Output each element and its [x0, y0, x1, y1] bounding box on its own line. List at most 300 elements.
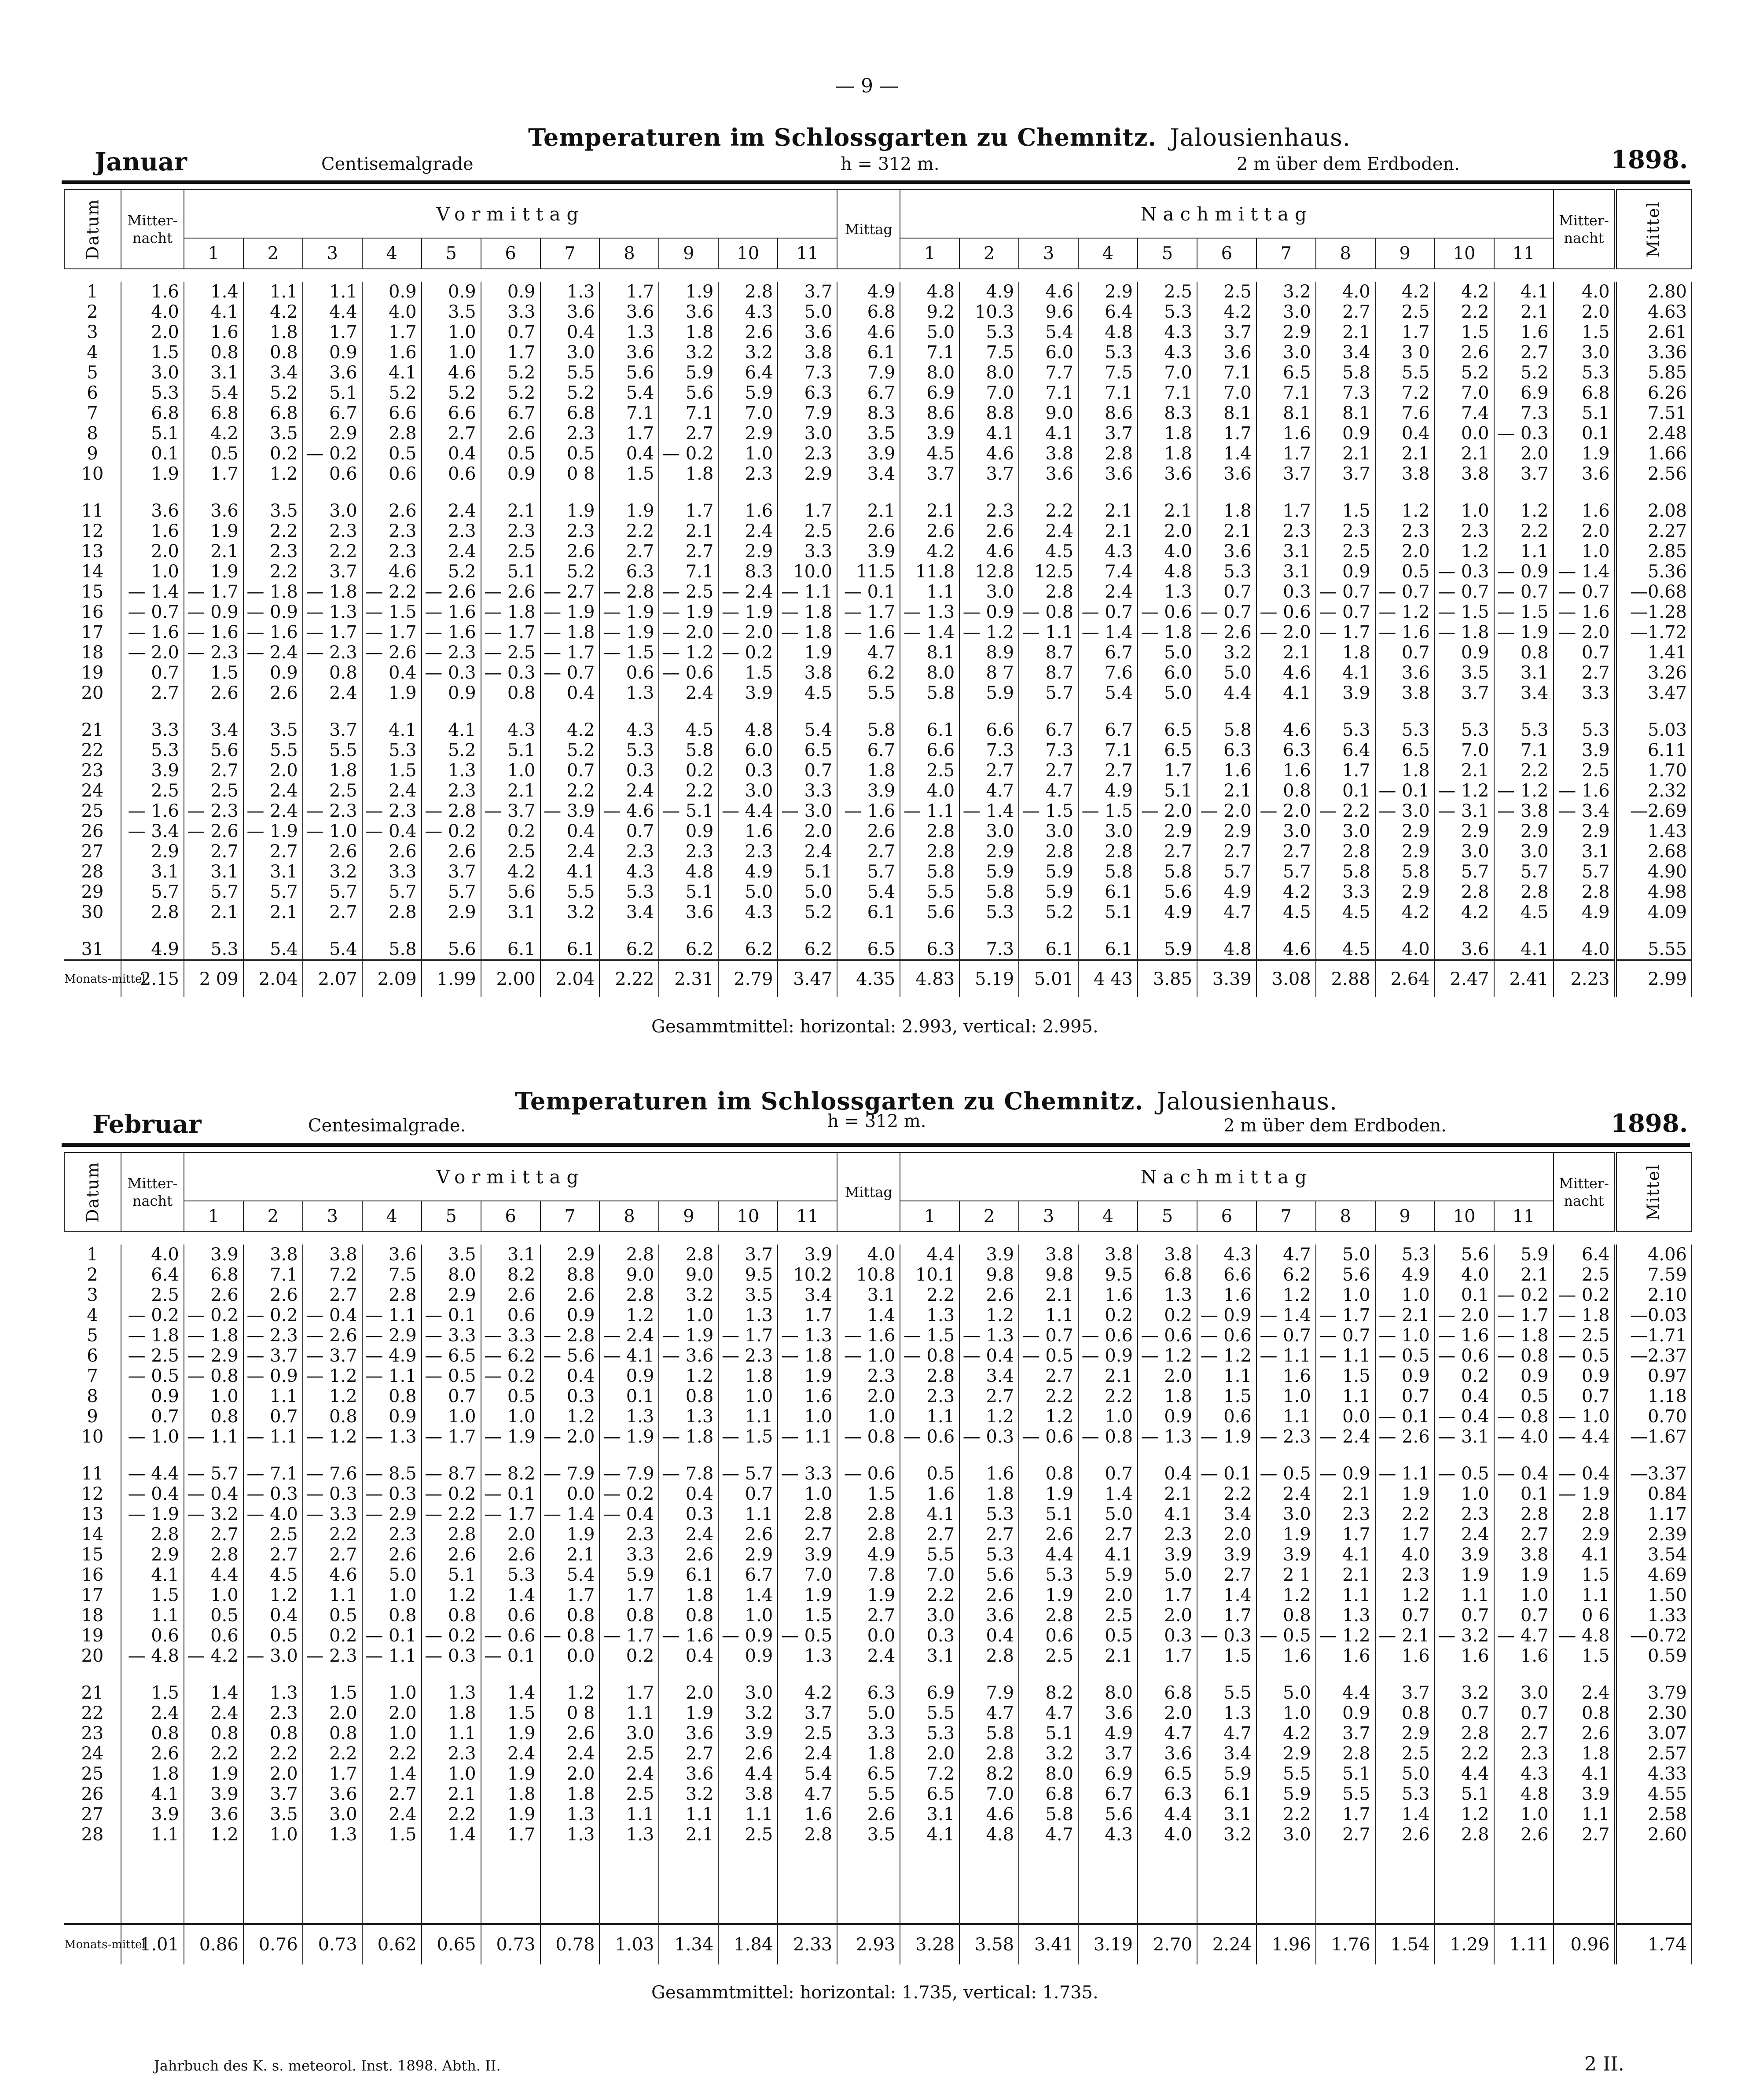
temperature-cell: 2.2: [303, 541, 362, 562]
temperature-cell: — 1.7: [718, 1325, 778, 1346]
temperature-cell: 5.4: [184, 383, 243, 403]
temperature-cell: — 1.6: [1554, 602, 1616, 622]
temperature-cell: 0.9: [1316, 423, 1375, 444]
temperature-cell: 1.0: [121, 562, 184, 582]
header-hour-pm: 4: [1078, 1201, 1138, 1232]
january-gesamtmittel: Gesammtmittel: horizontal: 2.993, vertical: 2.995.: [651, 1017, 1098, 1037]
temperature-cell: 1.3: [1197, 1703, 1256, 1723]
temperature-cell: 3.2: [1197, 642, 1256, 663]
temperature-cell: 1.2: [1494, 501, 1554, 521]
temperature-cell: — 0.7: [540, 663, 600, 683]
temperature-cell: 7.1: [1138, 383, 1197, 403]
temperature-cell: 3.0: [718, 1683, 778, 1703]
temperature-cell: 4.1: [422, 720, 481, 740]
temperature-cell: 2.7: [1078, 760, 1138, 781]
header-hour-pm: 6: [1197, 238, 1256, 269]
temperature-cell: 4.9: [1375, 1265, 1435, 1285]
temperature-cell: 2.7: [900, 1524, 959, 1545]
temperature-cell: 5.3: [959, 322, 1019, 342]
temperature-cell: 3.3: [481, 302, 540, 322]
temperature-cell: 3.6: [1554, 464, 1616, 484]
temperature-cell: 5.8: [1316, 862, 1375, 882]
temperature-cell: 4.3: [718, 902, 778, 922]
day-cell: 10: [64, 1427, 121, 1447]
header-hour-am: 5: [422, 238, 481, 269]
monatsmittel-cell: 1.11: [1494, 1924, 1554, 1964]
temperature-cell: 2.6: [184, 683, 243, 703]
temperature-cell: 3.6: [1435, 939, 1494, 960]
temperature-cell: 2.2: [1197, 1484, 1256, 1504]
daily-mean-cell: 5.55: [1616, 939, 1692, 960]
temperature-cell: — 1.5: [718, 1427, 778, 1447]
temperature-cell: 4.0: [1435, 1265, 1494, 1285]
table-row: [64, 939, 1692, 960]
day-cell: 2: [64, 1265, 121, 1285]
temperature-cell: 5.1: [659, 882, 718, 902]
temperature-cell: 1.8: [303, 760, 362, 781]
temperature-cell: 5.7: [1494, 862, 1554, 882]
temperature-cell: — 0.8: [1494, 1406, 1554, 1427]
header-hour-am: 11: [778, 1201, 837, 1232]
temperature-cell: 6.5: [1138, 740, 1197, 760]
table-row: [64, 1683, 1692, 1703]
temperature-cell: 5.3: [1316, 720, 1375, 740]
temperature-cell: 5.0: [1197, 663, 1256, 683]
temperature-cell: — 1.7: [599, 1626, 659, 1646]
temperature-cell: 2.1: [1019, 1285, 1078, 1305]
day-cell: 23: [64, 1723, 121, 1744]
temperature-cell: — 2.3: [1256, 1427, 1316, 1447]
temperature-cell: 0.1: [1435, 1285, 1494, 1305]
temperature-cell: 4.1: [1494, 939, 1554, 960]
temperature-cell: 0.8: [243, 342, 303, 363]
temperature-cell: 7.6: [1375, 403, 1435, 423]
temperature-cell: 2.1: [1494, 1265, 1554, 1285]
monatsmittel-cell: 0.78: [540, 1924, 600, 1964]
temperature-cell: 1.3: [599, 683, 659, 703]
temperature-cell: — 2.8: [599, 582, 659, 602]
monatsmittel-label: Monats-mittel: [64, 960, 121, 997]
day-cell: 9: [64, 444, 121, 464]
temperature-cell: 7.7: [1019, 363, 1078, 383]
temperature-cell: 4.9: [837, 282, 900, 302]
temperature-cell: 8.9: [959, 642, 1019, 663]
temperature-cell: 2.7: [1554, 1825, 1616, 1845]
temperature-cell: — 1.8: [303, 582, 362, 602]
temperature-cell: 1.3: [599, 322, 659, 342]
temperature-cell: 0.0: [540, 1484, 600, 1504]
temperature-cell: 6.3: [1197, 740, 1256, 760]
temperature-cell: — 3.0: [1375, 801, 1435, 821]
monatsmittel-cell: 1.01: [121, 1924, 184, 1964]
temperature-cell: 3.7: [1375, 1683, 1435, 1703]
temperature-cell: 7.5: [959, 342, 1019, 363]
temperature-cell: 2.1: [1435, 444, 1494, 464]
temperature-cell: — 1.6: [837, 1325, 900, 1346]
temperature-cell: 2.8: [900, 821, 959, 841]
temperature-cell: 2.8: [1435, 1723, 1494, 1744]
daily-mean-cell: 2.68: [1616, 841, 1692, 862]
temperature-cell: 1.4: [1197, 1585, 1256, 1605]
daily-mean-cell: 2.30: [1616, 1703, 1692, 1723]
temperature-cell: 0.7: [243, 1406, 303, 1427]
temperature-cell: — 1.1: [1316, 1346, 1375, 1366]
temperature-cell: — 1.4: [1256, 1305, 1316, 1325]
temperature-cell: 1.9: [1019, 1585, 1078, 1605]
temperature-cell: — 1.8: [1554, 1305, 1616, 1325]
temperature-cell: 2.6: [540, 1285, 600, 1305]
table-row: [64, 1504, 1692, 1524]
temperature-cell: 1.9: [778, 642, 837, 663]
temperature-cell: 2.8: [837, 1524, 900, 1545]
temperature-cell: 5.7: [837, 862, 900, 882]
temperature-cell: 1.7: [599, 1585, 659, 1605]
monatsmittel-cell: 2.15: [121, 960, 184, 997]
temperature-cell: — 5.6: [540, 1346, 600, 1366]
temperature-cell: — 4.7: [1494, 1626, 1554, 1646]
temperature-cell: 1.8: [1138, 444, 1197, 464]
temperature-cell: 1.0: [422, 1406, 481, 1427]
temperature-cell: 8.0: [900, 663, 959, 683]
temperature-cell: — 4.4: [121, 1464, 184, 1484]
temperature-cell: 5.1: [481, 562, 540, 582]
header-hour-pm: 5: [1138, 1201, 1197, 1232]
temperature-cell: 0.9: [121, 1386, 184, 1406]
day-cell: 5: [64, 1325, 121, 1346]
temperature-cell: 3.0: [1554, 342, 1616, 363]
temperature-cell: 1.5: [718, 663, 778, 683]
temperature-cell: 4.8: [1197, 939, 1256, 960]
temperature-cell: — 2.2: [362, 582, 422, 602]
temperature-cell: 3.8: [778, 663, 837, 683]
temperature-cell: 7.0: [718, 403, 778, 423]
day-cell: 16: [64, 602, 121, 622]
temperature-cell: 2.1: [1138, 1484, 1197, 1504]
header-hour-am: 4: [362, 238, 422, 269]
temperature-cell: 2.1: [659, 521, 718, 541]
temperature-cell: 3.1: [121, 862, 184, 882]
temperature-cell: 0.6: [481, 1605, 540, 1626]
temperature-cell: 2.8: [599, 1285, 659, 1305]
january-top-rule: [62, 180, 1690, 184]
temperature-cell: 5.6: [599, 363, 659, 383]
day-cell: 25: [64, 801, 121, 821]
daily-mean-cell: —2.37: [1616, 1346, 1692, 1366]
temperature-cell: 0.9: [1316, 562, 1375, 582]
temperature-cell: — 2.0: [121, 642, 184, 663]
temperature-cell: — 0.7: [1078, 602, 1138, 622]
temperature-cell: 2.5: [1078, 1605, 1138, 1626]
temperature-cell: 8.1: [1316, 403, 1375, 423]
temperature-cell: 5.4: [243, 939, 303, 960]
temperature-cell: 1.7: [1197, 1605, 1256, 1626]
temperature-cell: 2.6: [718, 322, 778, 342]
daily-mean-cell: 2.48: [1616, 423, 1692, 444]
temperature-cell: 0.8: [659, 1605, 718, 1626]
temperature-cell: 2.7: [184, 760, 243, 781]
temperature-cell: — 1.6: [1554, 781, 1616, 801]
temperature-cell: 5.1: [1019, 1504, 1078, 1524]
temperature-cell: 3.8: [778, 342, 837, 363]
temperature-cell: 2.7: [837, 1605, 900, 1626]
temperature-cell: 2.7: [1256, 841, 1316, 862]
temperature-cell: 2.5: [121, 781, 184, 801]
day-cell: 12: [64, 1484, 121, 1504]
temperature-cell: 8.3: [1138, 403, 1197, 423]
temperature-cell: 3.6: [1078, 464, 1138, 484]
temperature-cell: — 2.8: [540, 1325, 600, 1346]
temperature-cell: 2.1: [243, 902, 303, 922]
temperature-cell: 3.1: [837, 1285, 900, 1305]
january-height: h = 312 m.: [841, 154, 940, 174]
temperature-cell: — 1.4: [121, 582, 184, 602]
table-row: [64, 403, 1692, 423]
temperature-cell: — 0.2: [121, 1305, 184, 1325]
temperature-cell: 0.8: [184, 342, 243, 363]
temperature-cell: 3.2: [1019, 1744, 1078, 1764]
table-row: [64, 1265, 1692, 1285]
temperature-cell: 2.1: [1078, 501, 1138, 521]
temperature-cell: 0.6: [184, 1626, 243, 1646]
temperature-cell: 5.1: [1138, 781, 1197, 801]
temperature-cell: 2.7: [959, 1386, 1019, 1406]
temperature-cell: 7.3: [1494, 403, 1554, 423]
temperature-cell: 2.7: [959, 760, 1019, 781]
temperature-cell: 2.6: [243, 1285, 303, 1305]
temperature-cell: 3.9: [718, 1723, 778, 1744]
temperature-cell: 0.8: [303, 1723, 362, 1744]
temperature-cell: 2.6: [718, 1744, 778, 1764]
temperature-cell: 1.6: [1256, 423, 1316, 444]
temperature-cell: 2.4: [243, 781, 303, 801]
temperature-cell: — 2.4: [599, 1325, 659, 1346]
temperature-cell: 2.7: [959, 1524, 1019, 1545]
temperature-cell: 9.8: [1019, 1265, 1078, 1285]
temperature-cell: — 5.7: [184, 1464, 243, 1484]
daily-mean-cell: 4.90: [1616, 862, 1692, 882]
temperature-cell: 1.2: [540, 1683, 600, 1703]
temperature-cell: 2.7: [1316, 1825, 1375, 1845]
temperature-cell: — 0.9: [1078, 1346, 1138, 1366]
temperature-cell: 2.2: [1375, 1504, 1435, 1524]
header-mitternacht: Mitter-nacht: [121, 1153, 184, 1232]
temperature-cell: 1.9: [540, 1524, 600, 1545]
temperature-cell: 3.6: [1019, 464, 1078, 484]
temperature-cell: 6.7: [1019, 720, 1078, 740]
temperature-cell: 2.2: [1435, 1744, 1494, 1764]
monatsmittel-cell: 2.41: [1494, 960, 1554, 997]
temperature-cell: 7.1: [1078, 740, 1138, 760]
temperature-cell: 3.8: [1494, 1545, 1554, 1565]
temperature-cell: 5.8: [1078, 862, 1138, 882]
temperature-cell: — 4.2: [184, 1646, 243, 1666]
temperature-cell: 1.0: [1435, 1484, 1494, 1504]
temperature-cell: 2.0: [1078, 1585, 1138, 1605]
temperature-cell: 1.0: [1256, 1386, 1316, 1406]
temperature-cell: 5.9: [718, 383, 778, 403]
temperature-cell: 4.5: [243, 1565, 303, 1585]
temperature-cell: 3.3: [837, 1723, 900, 1744]
temperature-cell: 5.8: [1019, 1804, 1078, 1825]
header-hour-pm: 3: [1019, 238, 1078, 269]
temperature-cell: — 7.9: [599, 1464, 659, 1484]
temperature-cell: 3.0: [540, 342, 600, 363]
temperature-cell: 1.6: [121, 282, 184, 302]
temperature-cell: 8.0: [1019, 1764, 1078, 1784]
temperature-cell: 1.0: [1316, 1285, 1375, 1305]
february-title-sub: Jalousienhaus.: [1157, 1087, 1337, 1115]
temperature-cell: 1.3: [1316, 1605, 1375, 1626]
temperature-cell: 2.7: [1019, 1366, 1078, 1386]
temperature-cell: — 2.5: [659, 582, 718, 602]
temperature-cell: 1.3: [303, 1825, 362, 1845]
temperature-cell: — 1.4: [540, 1504, 600, 1524]
temperature-cell: 5.6: [659, 383, 718, 403]
daily-mean-cell: 6.26: [1616, 383, 1692, 403]
temperature-cell: 4.0: [1138, 541, 1197, 562]
temperature-cell: 10.3: [959, 302, 1019, 322]
temperature-cell: 1.6: [1494, 1646, 1554, 1666]
header-hour-pm: 10: [1435, 1201, 1494, 1232]
temperature-cell: 1.0: [778, 1406, 837, 1427]
temperature-cell: — 0.3: [959, 1427, 1019, 1447]
temperature-cell: 0.9: [422, 683, 481, 703]
temperature-cell: 5.2: [1019, 902, 1078, 922]
temperature-cell: 2.3: [900, 1386, 959, 1406]
temperature-cell: 2.1: [1375, 444, 1435, 464]
temperature-cell: 3.5: [243, 1804, 303, 1825]
header-hour-am: 1: [184, 1201, 243, 1232]
temperature-cell: 1.6: [1316, 1646, 1375, 1666]
temperature-cell: 0.5: [540, 444, 600, 464]
temperature-cell: — 1.5: [1078, 801, 1138, 821]
temperature-cell: — 1.9: [121, 1504, 184, 1524]
temperature-cell: 1.1: [243, 1386, 303, 1406]
temperature-cell: 4.8: [659, 862, 718, 882]
temperature-cell: 3.9: [1435, 1545, 1494, 1565]
daily-mean-cell: —0.03: [1616, 1305, 1692, 1325]
temperature-cell: 7.0: [900, 1565, 959, 1585]
temperature-cell: 2.1: [659, 1825, 718, 1845]
temperature-cell: 5.2: [422, 562, 481, 582]
table-row: [64, 862, 1692, 882]
temperature-cell: 2.5: [243, 1524, 303, 1545]
temperature-cell: 2.0: [1138, 521, 1197, 541]
temperature-cell: 2.4: [422, 541, 481, 562]
temperature-cell: 0.1: [1316, 781, 1375, 801]
temperature-cell: 5.9: [959, 862, 1019, 882]
temperature-cell: 3.6: [1197, 464, 1256, 484]
temperature-cell: — 0.2: [243, 1305, 303, 1325]
temperature-cell: 2.6: [481, 1545, 540, 1565]
table-row: [64, 760, 1692, 781]
temperature-cell: 4.0: [900, 781, 959, 801]
day-cell: 22: [64, 1703, 121, 1723]
temperature-cell: 8.7: [1019, 642, 1078, 663]
temperature-cell: 1.7: [1138, 1585, 1197, 1605]
temperature-cell: 2.8: [718, 282, 778, 302]
temperature-cell: 5.6: [184, 740, 243, 760]
temperature-cell: 1.3: [599, 1406, 659, 1427]
temperature-cell: 4.4: [718, 1764, 778, 1784]
temperature-cell: 6.5: [778, 740, 837, 760]
temperature-cell: 3.9: [900, 423, 959, 444]
january-title: [528, 123, 1351, 151]
temperature-cell: — 0.9: [718, 1626, 778, 1646]
temperature-cell: 0 8: [540, 464, 600, 484]
temperature-cell: 0.5: [481, 444, 540, 464]
temperature-cell: 6.7: [718, 1565, 778, 1585]
temperature-cell: — 0.6: [1435, 1346, 1494, 1366]
header-hour-am: 3: [303, 1201, 362, 1232]
temperature-cell: 5.3: [959, 1504, 1019, 1524]
temperature-cell: 1.9: [778, 1366, 837, 1386]
temperature-cell: 0.3: [1138, 1626, 1197, 1646]
temperature-cell: 3.4: [959, 1366, 1019, 1386]
monatsmittel-cell: 2.47: [1435, 960, 1494, 997]
header-hour-am: 8: [599, 1201, 659, 1232]
temperature-cell: — 0.4: [959, 1346, 1019, 1366]
temperature-cell: 0.6: [121, 1626, 184, 1646]
temperature-cell: 2.5: [121, 1285, 184, 1305]
temperature-cell: 8.0: [422, 1265, 481, 1285]
temperature-cell: 11.5: [837, 562, 900, 582]
temperature-cell: 1.5: [599, 464, 659, 484]
temperature-cell: 1.5: [1197, 1646, 1256, 1666]
table-row: [64, 521, 1692, 541]
header-mittag: Mittag: [837, 1153, 900, 1232]
temperature-cell: 7.0: [1435, 740, 1494, 760]
temperature-cell: 2.5: [1019, 1646, 1078, 1666]
temperature-cell: 3.9: [121, 760, 184, 781]
temperature-cell: 5.5: [1256, 1764, 1316, 1784]
temperature-cell: 4.3: [1078, 1825, 1138, 1845]
temperature-cell: 3.0: [1078, 821, 1138, 841]
temperature-cell: 2.9: [1256, 1744, 1316, 1764]
temperature-cell: 4.2: [1375, 902, 1435, 922]
temperature-cell: — 3.8: [1494, 801, 1554, 821]
daily-mean-cell: 2.10: [1616, 1285, 1692, 1305]
temperature-cell: — 0.2: [422, 1626, 481, 1646]
table-row: [64, 1703, 1692, 1723]
temperature-cell: 4.1: [1256, 683, 1316, 703]
temperature-cell: 2.2: [1078, 1386, 1138, 1406]
temperature-cell: 2.3: [837, 1366, 900, 1386]
temperature-cell: 6.8: [1019, 1784, 1078, 1804]
monatsmittel-row: [64, 1924, 1692, 1964]
temperature-cell: 3.6: [362, 1245, 422, 1265]
temperature-cell: — 0.4: [1494, 1464, 1554, 1484]
temperature-cell: 4.6: [1256, 720, 1316, 740]
temperature-cell: 2.4: [718, 521, 778, 541]
daily-mean-cell: —1.71: [1616, 1325, 1692, 1346]
temperature-cell: 1.6: [184, 322, 243, 342]
temperature-cell: 2.8: [778, 1504, 837, 1524]
temperature-cell: 2.8: [121, 1524, 184, 1545]
temperature-cell: 10.0: [778, 562, 837, 582]
temperature-cell: 2.6: [1554, 1723, 1616, 1744]
temperature-cell: — 2.1: [1375, 1305, 1435, 1325]
temperature-cell: — 1.6: [422, 622, 481, 642]
temperature-cell: — 1.7: [362, 622, 422, 642]
temperature-cell: 3.9: [121, 1804, 184, 1825]
temperature-cell: 1.1: [121, 1605, 184, 1626]
temperature-cell: 2.4: [481, 1744, 540, 1764]
temperature-cell: 2.1: [1078, 1366, 1138, 1386]
temperature-cell: 0 6: [1554, 1605, 1616, 1626]
temperature-cell: 2.8: [959, 1744, 1019, 1764]
temperature-cell: 1.9: [1019, 1484, 1078, 1504]
